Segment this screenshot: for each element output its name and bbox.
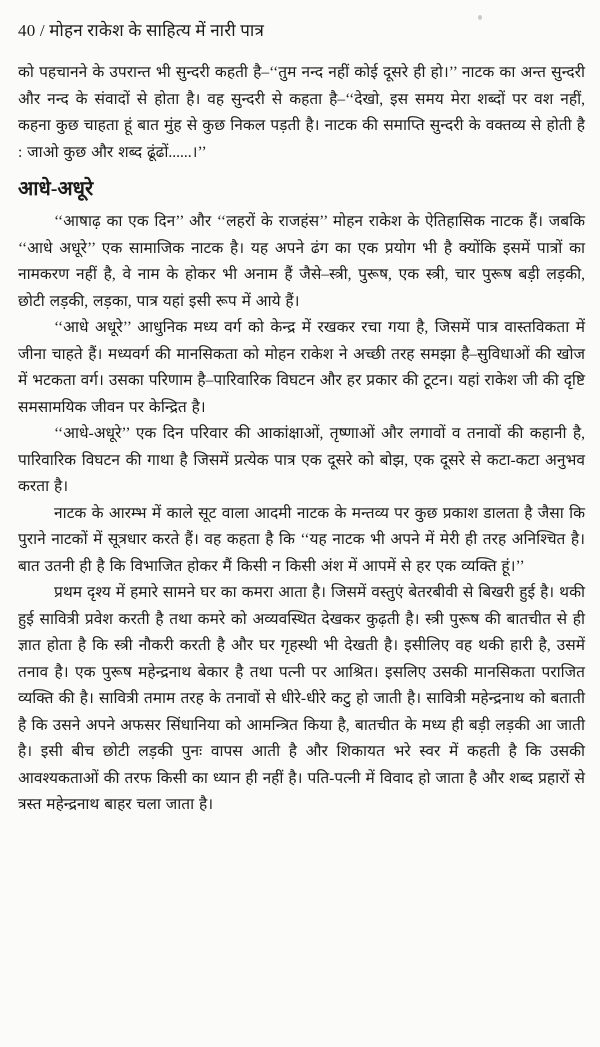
section-heading: आधे-अधूरे — [18, 178, 94, 200]
scan-artifact — [478, 15, 482, 20]
paragraph: प्रथम दृश्य में हमारे सामने घर का कमरा आता है। जिसमें वस्तुएं बेतरबीवी से बिखरी हुई है। थकी हुई सावित्री प्रवेश करती है तथा कमरे को अव्यवस्थित देखकर कुढ़ती है। स्त्री पुरूष की बातचीत से ही ज्ञात होता है कि स्त्री नौकरी करती है और घर गृहस्थी भी देखती है। इसीलिए वह थकी हारी है, उसमें तनाव है। एक पुरूष महेन्द्रनाथ बेकार है तथा पत्नी पर आश्रित। इसलिए उसकी मानसिकता पराजित व्यक्ति की है। सावित्री तमाम तरह के तनावों से धीरे-धीरे कटु हो जाती है। सावित्री महेन्द्रनाथ को बताती है कि उसने अपने अफसर सिंधानिया को आमन्त्रित किया है, बातचीत के मध्य ही बड़ी लड़की आ जाती है। इसी बीच छोटी लड़की पुनः वापस आती है और शिकायत भरे स्वर में कहती है कि उसकी आवश्यकताओं की तरफ किसी का ध्यान ही नहीं है। पति-पत्नी में विवाद हो जाता है और शब्द प्रहारों से त्रस्त महेन्द्रनाथ बाहर चला जाता है। — [18, 584, 585, 813]
page-header: 40 / मोहन राकेश के साहित्य में नारी पात्र — [18, 21, 265, 40]
paragraph: नाटक के आरम्भ में काले सूट वाला आदमी नाटक के मन्तव्य पर कुछ प्रकाश डालता है जैसा कि पुराने नाटकों में सूत्रधार करते हैं। वह कहता है कि ‘‘यह नाटक भी अपने में मेरी ही तरह अनिश्चित है। बात उतनी ही है कि विभाजित होकर मैं किसी न किसी अंश में आपमें से हर एक व्यक्ति हूं।’’ — [18, 504, 585, 575]
paragraph: ‘‘आषाढ़ का एक दिन’’ और ‘‘लहरों के राजहंस’’ मोहन राकेश के ऐतिहासिक नाटक हैं। जबकि ‘‘आधे अधूरे’’ एक सामाजिक नाटक है। यह अपने ढंग का एक प्रयोग भी है क्योंकि इसमें पात्रों का नामकरण नहीं है, वे नाम के होकर भी अनाम हैं जैसे–स्त्री, पुरूष, एक स्त्री, चार पुरूष बड़ी लड़की, छोटी लड़की, लड़का, पात्र यहां इसी रूप में आये हैं। — [18, 213, 585, 310]
paragraph: ‘‘आधे अधूरे’’ आधुनिक मध्य वर्ग को केन्द्र में रखकर रचा गया है, जिसमें पात्र वास्तविकता में जीना चाहते हैं। मध्यवर्ग की मानसिकता को मोहन राकेश ने अच्छी तरह समझा है–सुविधाओं की खोज में भटकता वर्ग। उसका परिणाम है–पारिवारिक विघटन और हर प्रकार की टूटन। यहां राकेश जी की दृष्टि समसामयिक जीवन पर केन्द्रित है। — [18, 319, 585, 416]
paragraph: ‘‘आधे-अधूरे’’ एक दिन परिवार की आकांक्षाओं, तृष्णाओं और लगावों व तनावों की कहानी है, पारिवारिक विघटन की गाथा है जिसमें प्रत्येक पात्र एक दूसरे को बोझ, एक दूसरे से कटा-कटा अनुभव करता है। — [18, 425, 585, 495]
paragraph: को पहचानने के उपरान्त भी सुन्दरी कहती है–‘‘तुम नन्द नहीं कोई दूसरे ही हो।’’ नाटक का अन्त सुन्दरी और नन्द के संवादों से होता है। वह सुन्दरी से कहता है–‘‘देखो, इस समय मेरा शब्दों पर वश नहीं, कहना कुछ चाहता हूं बात मुंह से कुछ निकल पड़ती है। नाटक की समाप्ति सुन्दरी के वक्तव्य से होती है : जाओ कुछ और शब्द ढूंढों......।’’ — [18, 64, 585, 161]
page-body — [18, 60, 585, 819]
